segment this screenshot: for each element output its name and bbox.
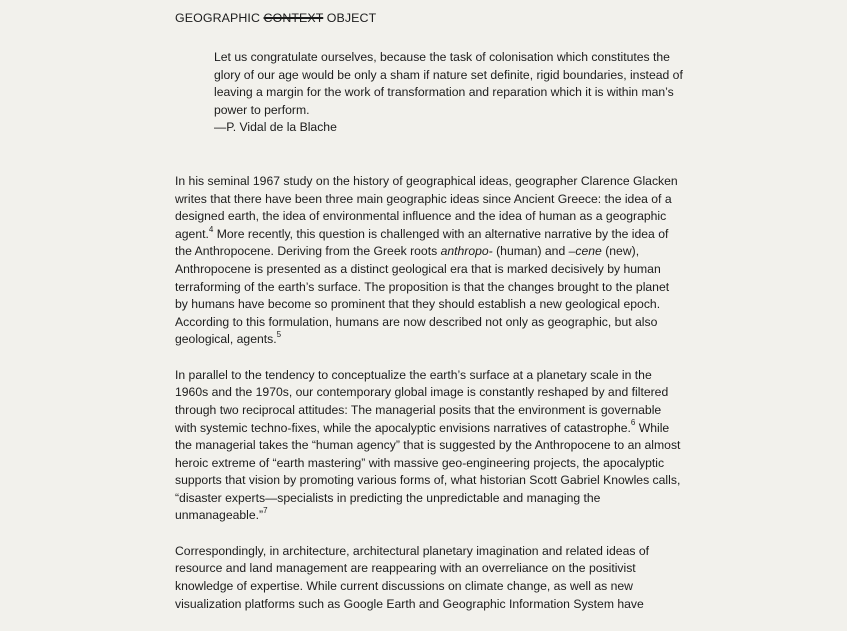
header-word-geographic: GEOGRAPHIC: [175, 11, 264, 25]
paragraph-1: [175, 173, 685, 349]
epigraph-attribution: —P. Vidal de la Blache: [214, 120, 337, 135]
paragraph-1-text-a: In his seminal 1967 study on the history of geographical ideas, geographer Clarence Glacken writes that there have been three main geographic ideas since Ancient Greece: the idea of a designed earth, the idea of environmental influence and the idea of human as a geographic agent.: [175, 174, 678, 241]
paragraph-2-text-a: In parallel to the tendency to conceptualize the earth’s surface at a planetary scale in the 1960s and the 1970s, our contemporary global image is constantly reshaped by and filtered through two reciprocal attitudes: The managerial posits that the environment is governable with systemic techno-fixes, while the apocalyptic envisions narratives of catastrophe.: [175, 367, 669, 435]
footnote-ref-6[interactable]: 6: [630, 418, 636, 428]
header-word-object: OBJECT: [323, 11, 377, 25]
header-word-context-struck: CONTEXT: [263, 11, 324, 25]
paragraph-1-text-d: (new), Anthropocene is presented as a distinct geological era that is marked decisively by human terraforming of the earth’s surface. The proposition is that the changes brought to the planet by humans have become so prominent that they should establish a new geological epoch. According to this formulation, humans are now described not only as geographic, but also geological, agents.: [175, 244, 670, 347]
footnote-ref-4[interactable]: 4: [208, 224, 214, 234]
paragraph-2-text-b: While the managerial takes the “human agency” that is suggested by the Anthropocene to an almost heroic extreme of “earth mastering” with massive geo-engineering projects, the apocalyptic supports that vision by promoting various forms of, what historian Scott Gabriel Knowles calls, “disaster experts—specialists in predicting the unpredictable and managing the unmanageable.”: [175, 420, 681, 523]
paragraph-1-text-c: (human) and: [492, 244, 569, 259]
term-cene: –cene: [568, 244, 602, 259]
footnote-ref-5[interactable]: 5: [276, 330, 282, 340]
epigraph-quote: Let us congratulate ourselves, because the task of colonisation which constitutes the glory of our age would be only a sham if nature set definite, rigid boundaries, instead of leaving a margin for the work of transformation and reparation which it is within man’s power to perform.: [214, 50, 683, 117]
body-text: [175, 173, 685, 631]
paragraph-3: [175, 543, 685, 613]
epigraph: [214, 49, 694, 137]
paragraph-1-text-b: More recently, this question is challenged with an alternative narrative by the idea of the Anthropocene. Deriving from the Greek roots: [175, 226, 669, 259]
running-header: [175, 10, 376, 28]
paragraph-2: [175, 367, 685, 525]
footnote-ref-7[interactable]: 7: [263, 506, 268, 516]
paragraph-3-text-a: Correspondingly, in architecture, architectural planetary imagination and related ideas of resource and land management are reappearing with an overreliance on the positivist knowledge of expertise. While current discussions on climate change, as well as new visualization platforms such as Google Earth and Geographic Information System have: [175, 543, 649, 611]
term-anthropo: anthropo-: [440, 244, 493, 259]
